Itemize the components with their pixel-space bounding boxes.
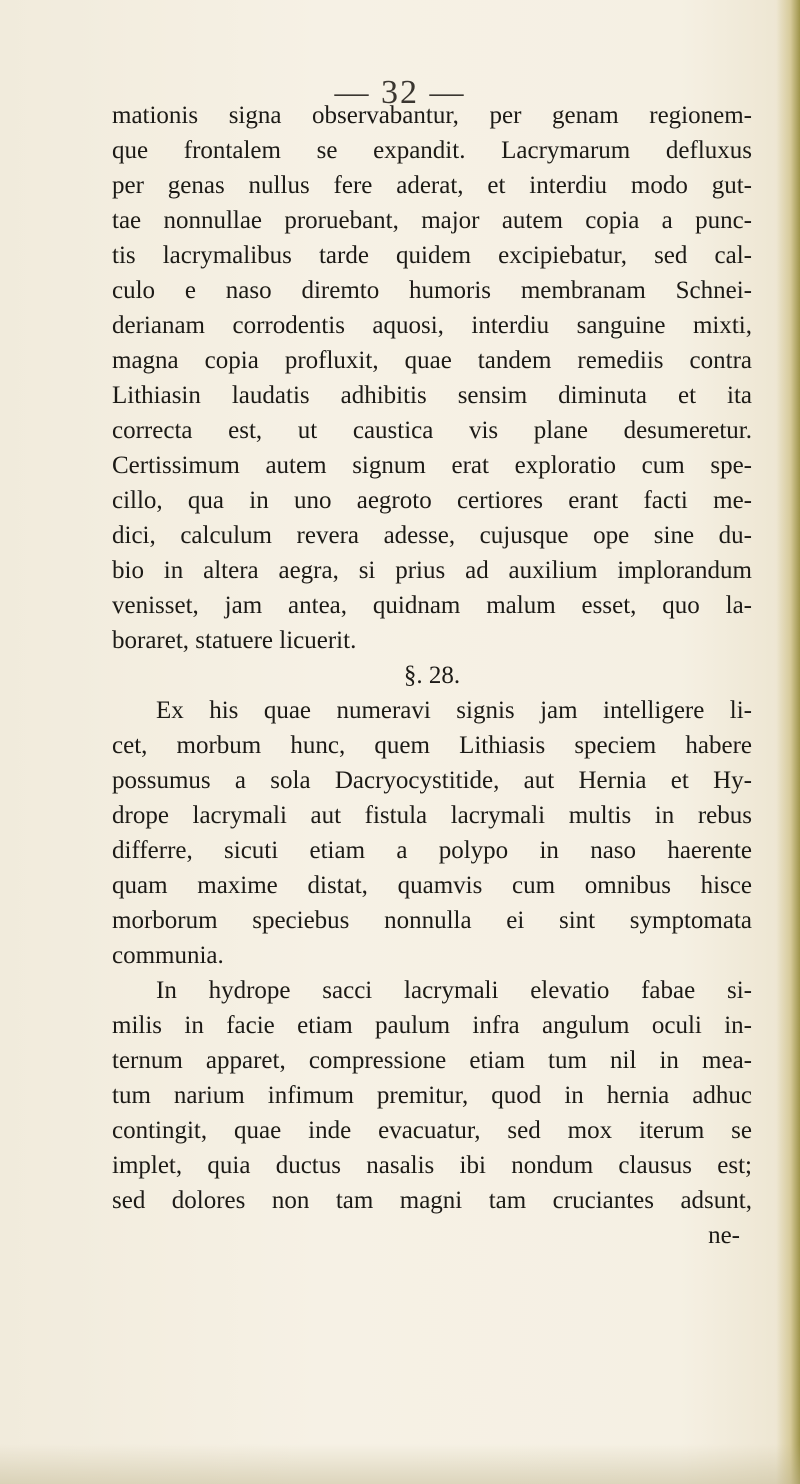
paragraph-2 <box>112 693 752 973</box>
text-line: magna copia profluxit, quae tandem remediis contra <box>112 347 752 374</box>
section-heading: §. 28. <box>403 662 461 689</box>
text-line: milis in facie etiam paulum infra angulum oculi in- <box>112 1012 752 1039</box>
text-line: dici, calculum revera adesse, cujusque ope sine du- <box>112 522 752 549</box>
text-line: mationis signa observabantur, per genam regionem- <box>112 102 752 129</box>
text-line: In hydrope sacci lacrymali elevatio fabae si- <box>156 977 752 1004</box>
text-line: Certissimum autem signum erat exploratio cum spe- <box>112 452 752 479</box>
text-line: derianam corrodentis aquosi, interdiu sanguine mixti, <box>112 312 752 339</box>
text-line: Lithiasin laudatis adhibitis sensim diminuta et ita <box>112 382 752 409</box>
text-line: morborum speciebus nonnulla ei sint symptomata <box>112 907 752 934</box>
paragraph-3 <box>112 973 752 1218</box>
text-line: differre, sicuti etiam a polypo in naso haerente <box>112 837 752 864</box>
text-line: boraret, statuere licuerit. <box>112 627 357 654</box>
body-text <box>112 98 752 1253</box>
text-line: implet, quia ductus nasalis ibi nondum clausus est; <box>112 1152 752 1179</box>
text-line: que frontalem se expandit. Lacrymarum defluxus <box>112 137 752 164</box>
text-line: tae nonnullae proruebant, major autem copia a punc- <box>112 207 752 234</box>
text-line: tis lacrymalibus tarde quidem excipiebatur, sed cal- <box>112 242 752 269</box>
text-line: Ex his quae numeravi signis jam intelligere li- <box>156 697 752 724</box>
text-line: venisset, jam antea, quidnam malum esset, quo la- <box>112 592 752 619</box>
text-line: drope lacrymali aut fistula lacrymali multis in rebus <box>112 802 752 829</box>
text-line: cet, morbum hunc, quem Lithiasis speciem habere <box>112 732 752 759</box>
catchword: ne- <box>708 1222 740 1249</box>
paragraph-1 <box>112 98 752 658</box>
text-line: cillo, qua in uno aegroto certiores erant facti me- <box>112 487 752 514</box>
text-line: ternum apparet, compressione etiam tum nil in mea- <box>112 1047 752 1074</box>
page-number: — 32 — <box>334 74 466 111</box>
page-bottom-shadow <box>0 1444 800 1484</box>
text-line: bio in altera aegra, si prius ad auxilium implorandum <box>112 557 752 584</box>
text-line: quam maxime distat, quamvis cum omnibus hisce <box>112 872 752 899</box>
page-edge-shadow <box>776 0 800 1484</box>
text-line: per genas nullus fere aderat, et interdiu modo gut- <box>112 172 752 199</box>
text-line: communia. <box>112 942 224 969</box>
text-line: tum narium infimum premitur, quod in hernia adhuc <box>112 1082 752 1109</box>
text-line: possumus a sola Dacryocystitide, aut Hernia et Hy- <box>112 767 752 794</box>
text-line: contingit, quae inde evacuatur, sed mox iterum se <box>112 1117 752 1144</box>
text-line: sed dolores non tam magni tam cruciantes adsunt, <box>112 1187 752 1214</box>
text-line: culo e naso diremto humoris membranam Schnei- <box>112 277 752 304</box>
text-line: correcta est, ut caustica vis plane desumeretur. <box>112 417 752 444</box>
